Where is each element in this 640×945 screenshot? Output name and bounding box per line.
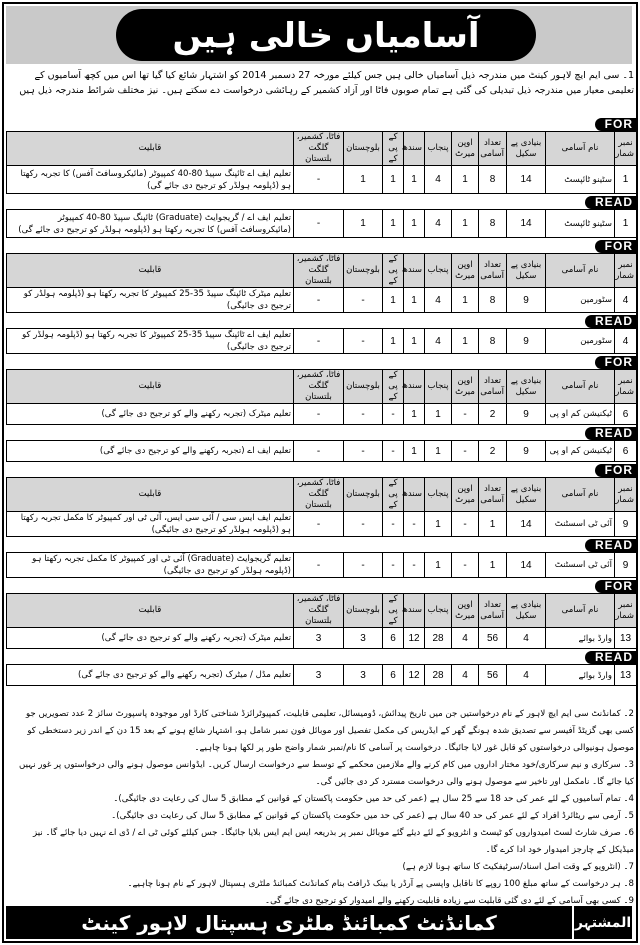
- value-cell: -: [294, 512, 344, 537]
- value-cell: 9: [507, 441, 546, 462]
- value-cell: 4: [425, 329, 452, 354]
- section-badge: [6, 356, 636, 369]
- column-header: بلوچستان: [344, 132, 383, 166]
- value-cell: 6: [383, 628, 404, 649]
- badge-label-for: FOR: [595, 580, 636, 593]
- column-header: بنیادی پے سکیل: [507, 132, 546, 166]
- column-header: پنجاب: [425, 370, 452, 404]
- column-header: بلوچستان: [344, 478, 383, 512]
- value-cell: -: [294, 210, 344, 238]
- column-header: اوپن میرٹ: [452, 254, 479, 288]
- value-cell: 1: [425, 404, 452, 425]
- value-cell: 4: [615, 329, 637, 354]
- column-header: قابلیت: [7, 132, 294, 166]
- badge-label-for: FOR: [595, 118, 636, 131]
- post-name-cell: سٹینو ٹائپسٹ: [546, 210, 615, 238]
- footer-bar: [6, 906, 632, 939]
- table-header-row: [7, 132, 637, 166]
- value-cell: 9: [507, 329, 546, 354]
- value-cell: 28: [425, 665, 452, 686]
- column-header: فاٹا، کشمیر، گلگت بلتستان: [294, 132, 344, 166]
- value-cell: -: [344, 441, 383, 462]
- value-cell: -: [344, 512, 383, 537]
- post-name-cell: سٹورمین: [546, 329, 615, 354]
- column-header: کے پی کے: [383, 594, 404, 628]
- post-name-cell: سٹورمین: [546, 288, 615, 313]
- value-cell: -: [452, 441, 479, 462]
- column-header: نام آسامی: [546, 594, 615, 628]
- value-cell: 1: [452, 288, 479, 313]
- value-cell: 1: [404, 166, 425, 194]
- value-cell: -: [383, 553, 404, 578]
- value-cell: 1: [383, 210, 404, 238]
- section-badge: [6, 240, 636, 253]
- value-cell: 4: [615, 288, 637, 313]
- value-cell: 1: [404, 441, 425, 462]
- value-cell: 2: [479, 404, 507, 425]
- value-cell: 1: [479, 512, 507, 537]
- column-header: کے پی کے: [383, 254, 404, 288]
- value-cell: 1: [344, 166, 383, 194]
- vacancy-table: [6, 593, 637, 649]
- value-cell: 1: [425, 553, 452, 578]
- column-header: بلوچستان: [344, 594, 383, 628]
- section-badge: [6, 580, 636, 593]
- column-header: نمبر شمار: [615, 132, 637, 166]
- post-name-cell: ٹیکنیشن کم او پی: [546, 404, 615, 425]
- table-row: [7, 665, 637, 686]
- badge-label-for: FOR: [595, 464, 636, 477]
- column-header: سندھ: [404, 132, 425, 166]
- column-header: نمبر شمار: [615, 254, 637, 288]
- value-cell: 28: [425, 628, 452, 649]
- value-cell: 4: [425, 210, 452, 238]
- column-header: سندھ: [404, 370, 425, 404]
- column-header: بنیادی پے سکیل: [507, 594, 546, 628]
- table-row: [7, 512, 637, 537]
- section-badge: [6, 539, 636, 552]
- value-cell: 14: [507, 512, 546, 537]
- value-cell: 1: [615, 210, 637, 238]
- note-item: 5۔ آرمی سے ریٹائرڈ افراد کے لئے عمر کی حد 40 سال ہے (عمر کی حد میں حکومت پاکستان کے قوانین کے مطابق 5 سال کی رعایت دی جائیگی)۔: [111, 811, 634, 821]
- value-cell: -: [294, 404, 344, 425]
- badge-label-for: FOR: [595, 356, 636, 369]
- value-cell: -: [344, 329, 383, 354]
- column-header: اوپن میرٹ: [452, 594, 479, 628]
- table-header-row: [7, 594, 637, 628]
- value-cell: 4: [507, 665, 546, 686]
- badge-label-read: READ: [585, 196, 636, 209]
- value-cell: 8: [479, 166, 507, 194]
- value-cell: 8: [479, 329, 507, 354]
- value-cell: -: [294, 553, 344, 578]
- column-header: فاٹا، کشمیر، گلگت بلتستان: [294, 478, 344, 512]
- vacancy-table: [6, 440, 637, 462]
- value-cell: -: [294, 288, 344, 313]
- column-header: قابلیت: [7, 478, 294, 512]
- badge-label-read: READ: [585, 651, 636, 664]
- notes-list: [8, 706, 634, 910]
- value-cell: 1: [383, 166, 404, 194]
- value-cell: 1: [383, 329, 404, 354]
- column-header: پنجاب: [425, 132, 452, 166]
- value-cell: 3: [294, 628, 344, 649]
- column-header: تعداد آسامی: [479, 254, 507, 288]
- value-cell: 6: [615, 441, 637, 462]
- column-header: نام آسامی: [546, 370, 615, 404]
- column-header: بنیادی پے سکیل: [507, 478, 546, 512]
- value-cell: 3: [344, 665, 383, 686]
- note-item: 6۔ صرف شارٹ لسٹ امیدواروں کو ٹیسٹ و انٹرویو کے لئے دیئے گئے موبائل نمبر پر بذریعہ ایس ایم ایس بلایا جائیگا۔ جس کیلئے کوئی ٹی اے / ڈی اے نہیں دیا جائے گا۔ نیز میڈیکل کے چارجز امیدوار خود ادا کرے گا۔: [33, 828, 634, 855]
- value-cell: 1: [383, 288, 404, 313]
- value-cell: 6: [615, 404, 637, 425]
- column-header: نمبر شمار: [615, 478, 637, 512]
- column-header: تعداد آسامی: [479, 594, 507, 628]
- column-header: پنجاب: [425, 594, 452, 628]
- column-header: بنیادی پے سکیل: [507, 254, 546, 288]
- column-header: کے پی کے: [383, 132, 404, 166]
- vacancy-table: [6, 131, 637, 194]
- advertiser-name: کمانڈنٹ کمبائنڈ ملٹری ہسپتال لاہور کینٹ: [81, 910, 497, 935]
- value-cell: -: [383, 404, 404, 425]
- qualification-cell: تعلیم میٹرک (تجربہ رکھنے والے کو ترجیح دی جائے گی): [7, 404, 294, 425]
- value-cell: 1: [404, 329, 425, 354]
- value-cell: 4: [425, 288, 452, 313]
- vacancy-table: [6, 328, 637, 354]
- column-header: نام آسامی: [546, 132, 615, 166]
- value-cell: 1: [479, 553, 507, 578]
- value-cell: 1: [404, 404, 425, 425]
- table-row: [7, 166, 637, 194]
- column-header: فاٹا، کشمیر، گلگت بلتستان: [294, 594, 344, 628]
- qualification-cell: تعلیم مڈل / میٹرک (تجربہ رکھنے والے کو ترجیح دی جائے گی): [7, 665, 294, 686]
- table-row: [7, 288, 637, 313]
- value-cell: 4: [452, 665, 479, 686]
- vacancy-table: [6, 552, 637, 578]
- table-row: [7, 210, 637, 238]
- value-cell: 1: [425, 512, 452, 537]
- value-cell: 8: [479, 210, 507, 238]
- column-header: کے پی کے: [383, 370, 404, 404]
- qualification-cell: تعلیم ایف اے / گریجوایٹ (Graduate) ٹائپنگ سپیڈ 80-40 کمپیوٹر (مائیکروسافٹ آفس) کا تجربہ رکھتا ہو (ڈپلومہ ہولڈر کو ترجیح دی جائے گی): [7, 210, 294, 238]
- value-cell: 2: [479, 441, 507, 462]
- table-header-row: [7, 478, 637, 512]
- value-cell: 1: [425, 441, 452, 462]
- value-cell: -: [344, 404, 383, 425]
- value-cell: 9: [615, 553, 637, 578]
- section-badge: [6, 651, 636, 664]
- value-cell: 14: [507, 166, 546, 194]
- value-cell: 14: [507, 553, 546, 578]
- value-cell: 13: [615, 665, 637, 686]
- note-item: 8۔ ہر درخواست کے ساتھ مبلغ 100 روپے کا ناقابل واپسی پے آرڈر یا بینک ڈرافٹ بنام کمانڈنٹ کمبائنڈ ملٹری ہسپتال لاہور کے نام ہونا چاہیے۔: [127, 879, 634, 889]
- vacancy-table: [6, 253, 637, 313]
- table-row: [7, 329, 637, 354]
- value-cell: 13: [615, 628, 637, 649]
- column-header: کے پی کے: [383, 478, 404, 512]
- value-cell: -: [294, 329, 344, 354]
- post-name-cell: سٹینو ٹائپسٹ: [546, 166, 615, 194]
- post-name-cell: وارڈ بوائے: [546, 628, 615, 649]
- qualification-cell: تعلیم ایف اے (تجربہ رکھنے والے کو ترجیح دی جائے گی): [7, 441, 294, 462]
- column-header: پنجاب: [425, 254, 452, 288]
- column-header: قابلیت: [7, 594, 294, 628]
- value-cell: 3: [294, 665, 344, 686]
- section-badge: [6, 315, 636, 328]
- value-cell: 12: [404, 628, 425, 649]
- value-cell: 4: [425, 166, 452, 194]
- value-cell: -: [344, 288, 383, 313]
- vacancy-tables: [6, 116, 636, 686]
- section-badge: [6, 118, 636, 131]
- value-cell: 1: [452, 329, 479, 354]
- value-cell: -: [383, 512, 404, 537]
- column-header: نام آسامی: [546, 254, 615, 288]
- qualification-cell: تعلیم ایف ایس سی / آئی سی ایس، آئی ٹی اور کمپیوٹر کا مکمل تجربہ رکھتا ہو (ڈپلومہ ہولڈر کو ترجیح دی جائیگی): [7, 512, 294, 537]
- section-badge: [6, 196, 636, 209]
- value-cell: 14: [507, 210, 546, 238]
- value-cell: 9: [615, 512, 637, 537]
- value-cell: 6: [383, 665, 404, 686]
- table-row: [7, 404, 637, 425]
- post-name-cell: ٹیکنیشن کم او پی: [546, 441, 615, 462]
- badge-label-read: READ: [585, 427, 636, 440]
- value-cell: 12: [404, 665, 425, 686]
- section-badge: [6, 464, 636, 477]
- value-cell: -: [294, 441, 344, 462]
- note-item: 3۔ سرکاری و نیم سرکاری/خود مختار اداروں میں کام کرنے والے ملازمین محکمے کے توسط سے درخواست ارسال کریں۔ ایڈوانس موصول ہونے والی درخواستوں پر غور نہیں کیا جائے گا۔ نامکمل اور تاخیر سے موصول ہونے والی درخواست مسترد کر دی جائیں گی۔: [19, 760, 634, 787]
- note-item: 9۔ کسی بھی آسامی کے لئے دی گئی قابلیت سے زیادہ قابلیت رکھنے والے امیدوار کو ترجیح دی جائے گی۔: [265, 896, 634, 906]
- post-name-cell: آئی ٹی اسسٹنٹ: [546, 512, 615, 537]
- vacancy-table: [6, 664, 637, 686]
- column-header: فاٹا، کشمیر، گلگت بلتستان: [294, 370, 344, 404]
- column-header: نمبر شمار: [615, 594, 637, 628]
- column-header: قابلیت: [7, 254, 294, 288]
- table-row: [7, 553, 637, 578]
- value-cell: 3: [344, 628, 383, 649]
- qualification-cell: تعلیم ایف اے ٹائپنگ سپیڈ 35-25 کمپیوٹر کا تجربہ رکھتا ہو (ڈپلومہ ہولڈر کو ترجیح دی جائیگی): [7, 329, 294, 354]
- column-header: فاٹا، کشمیر، گلگت بلتستان: [294, 254, 344, 288]
- column-header: تعداد آسامی: [479, 132, 507, 166]
- column-header: نمبر شمار: [615, 370, 637, 404]
- value-cell: -: [404, 553, 425, 578]
- qualification-cell: تعلیم گریجوایٹ (Graduate) آئی ٹی اور کمپیوٹر کا مکمل تجربہ رکھتا ہو (ڈپلومہ ہولڈر کو ترجیح دی جائیگی): [7, 553, 294, 578]
- column-header: قابلیت: [7, 370, 294, 404]
- value-cell: -: [294, 166, 344, 194]
- column-header: تعداد آسامی: [479, 478, 507, 512]
- table-row: [7, 628, 637, 649]
- table-header-row: [7, 370, 637, 404]
- column-header: پنجاب: [425, 478, 452, 512]
- value-cell: 9: [507, 404, 546, 425]
- column-header: اوپن میرٹ: [452, 478, 479, 512]
- value-cell: 9: [507, 288, 546, 313]
- note-item: 4۔ تمام آسامیوں کے لئے عمر کی حد 18 سے 25 سال ہے (عمر کی حد میں حکومت پاکستان کے قوانین کے مطابق 5 سال کی رعایت دی جائیگی)۔: [113, 794, 634, 804]
- value-cell: -: [383, 441, 404, 462]
- qualification-cell: تعلیم میٹرک ٹائپنگ سپیڈ 35-25 کمپیوٹر کا تجربہ رکھتا ہو (ڈپلومہ ہولڈر کو ترجیح دی جائیگی): [7, 288, 294, 313]
- qualification-cell: تعلیم میٹرک (تجربہ رکھنے والے کو ترجیح دی جائے گی): [7, 628, 294, 649]
- value-cell: 1: [452, 210, 479, 238]
- column-header: بلوچستان: [344, 254, 383, 288]
- vacancy-table: [6, 369, 637, 425]
- post-name-cell: آئی ٹی اسسٹنٹ: [546, 553, 615, 578]
- column-header: نام آسامی: [546, 478, 615, 512]
- column-header: سندھ: [404, 254, 425, 288]
- value-cell: 1: [615, 166, 637, 194]
- column-header: بنیادی پے سکیل: [507, 370, 546, 404]
- value-cell: 1: [344, 210, 383, 238]
- note-item: 2۔ کمانڈنٹ سی ایم ایچ لاہور کے نام درخواستیں جن میں تاریخ پیدائش، ڈومیسائل، تعلیمی قابلیت، کمپیوٹرائزڈ شناختی کارڈ اور موجودہ پاسپورٹ سائز 2 عدد تصویریں جو کسی بھی گزیٹڈ آفیسر سے تصدیق شدہ ہونگے گھر کے ایڈریس کی مکمل تفصیل اور موبائل فون نمبر شامل ہو، اشتہار شائع ہونے کے بعد 15 دن کے اندر زیر دستخطی کو موصول ہونیوالی درخواستوں کو قابل غور لایا جائیگا۔ درخواست پر آسامی کا نام/نمبر شمار واضح طور پر لکھا ہونا چاہیے۔: [25, 709, 634, 753]
- value-cell: -: [452, 404, 479, 425]
- note-item: 7۔ (انٹرویو کے وقت اصل اسناد/سرٹیفکیٹ کا ساتھ ہونا لازم ہے): [402, 862, 634, 872]
- column-header: سندھ: [404, 478, 425, 512]
- table-row: [7, 441, 637, 462]
- column-header: بلوچستان: [344, 370, 383, 404]
- value-cell: -: [452, 553, 479, 578]
- value-cell: 4: [507, 628, 546, 649]
- advertiser-label: المشتہر: [572, 906, 632, 939]
- value-cell: 1: [452, 166, 479, 194]
- value-cell: 56: [479, 665, 507, 686]
- section-badge: [6, 427, 636, 440]
- value-cell: 4: [452, 628, 479, 649]
- value-cell: 1: [404, 288, 425, 313]
- table-header-row: [7, 254, 637, 288]
- vacancy-table: [6, 209, 637, 238]
- value-cell: -: [344, 553, 383, 578]
- post-name-cell: وارڈ بوائے: [546, 665, 615, 686]
- badge-label-for: FOR: [595, 240, 636, 253]
- badge-label-read: READ: [585, 315, 636, 328]
- title-banner: [6, 6, 632, 64]
- vacancy-table: [6, 477, 637, 537]
- column-header: اوپن میرٹ: [452, 370, 479, 404]
- page-title: آسامیاں خالی ہیں: [116, 9, 536, 61]
- value-cell: -: [404, 512, 425, 537]
- value-cell: 56: [479, 628, 507, 649]
- badge-label-read: READ: [585, 539, 636, 552]
- value-cell: -: [452, 512, 479, 537]
- qualification-cell: تعلیم ایف اے ٹائپنگ سپیڈ 80-40 کمپیوٹر (مائیکروسافٹ آفس) کا تجربہ رکھتا ہو (ڈپلومہ ہولڈر کو ترجیح دی جائے گی): [7, 166, 294, 194]
- column-header: تعداد آسامی: [479, 370, 507, 404]
- value-cell: 8: [479, 288, 507, 313]
- column-header: اوپن میرٹ: [452, 132, 479, 166]
- intro-paragraph: 1۔ سی ایم ایچ لاہور کینٹ میں مندرجہ ذیل آسامیاں خالی ہیں جس کیلئے مورخہ 27 دسمبر 2014 کو اشتہار شائع کیا گیا تھا اس میں کچھ آسامیوں کے تعلیمی معیار میں مندرجہ ذیل تبدیلی کی گئی ہے تمام صوبوں فاٹا اور آزاد کشمیر کے رہائشی درخواست دے سکتے ہیں۔ نیز مختلف شرائط مندرجہ ذیل ہیں: [19, 70, 634, 96]
- column-header: سندھ: [404, 594, 425, 628]
- value-cell: 1: [404, 210, 425, 238]
